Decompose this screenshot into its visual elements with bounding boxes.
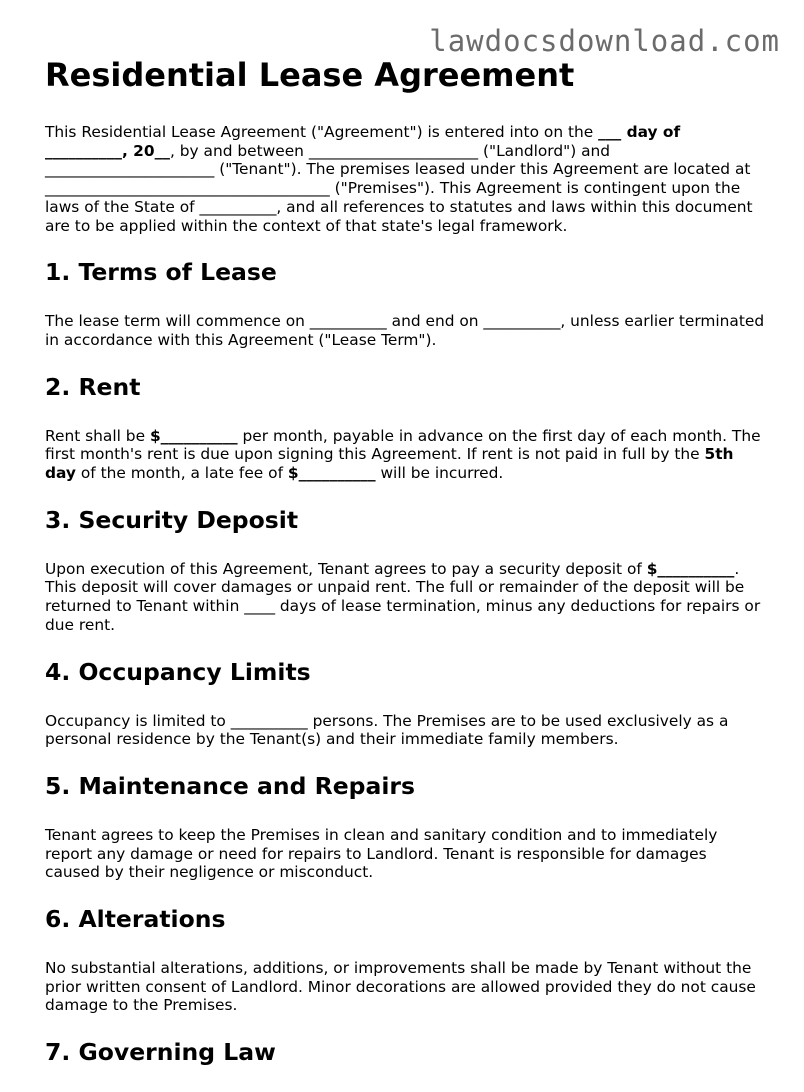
rent-text-3: of the month, a late fee of (75, 464, 288, 483)
section-text-deposit (45, 560, 765, 635)
watermark: lawdocsdownload.com (429, 24, 780, 58)
section-text-maintenance: Tenant agrees to keep the Premises in clean and sanitary condition and to immediately report any damage or need for repairs to Landlord. Tenant is responsible for damages caused by their negligence or misconduct. (45, 825, 718, 882)
section-heading-rent: 2. Rent (45, 372, 141, 401)
section-heading-deposit: 3. Security Deposit (45, 505, 299, 534)
deposit-amount-blank: $__________ (646, 559, 735, 578)
intro-text-2: , by and between ______________________ ("Landlord") and ______________________ ("Tenant"). The premises leased under this Agreement are located at _____________________________________ ("Premises"). This Agreement is contingent upon the laws of the State of __________, and all references to statutes and laws within this document are to be applied within the context of that state's legal framework. (45, 141, 753, 235)
section-text-rent (45, 427, 765, 483)
section-heading-governing-law: 7. Governing Law (45, 1038, 276, 1067)
section-heading-alterations: 6. Alterations (45, 905, 226, 934)
document-page (45, 55, 765, 1092)
deposit-text-1: Upon execution of this Agreement, Tenant agrees to pay a security deposit of (45, 559, 647, 578)
deposit-text-2: . This deposit will cover damages or unpaid rent. The full or remainder of the deposit will be returned to Tenant within ____ days of lease termination, minus any deductions for repairs or due rent. (45, 559, 761, 634)
intro-paragraph (45, 123, 765, 235)
section-heading-occupancy: 4. Occupancy Limits (45, 657, 311, 686)
document-title: Residential Lease Agreement (45, 56, 575, 94)
rent-due-day: 5th day (45, 445, 734, 483)
section-text-terms: The lease term will commence on __________ and end on __________, unless earlier terminated in accordance with this Agreement ("Lease Term"). (45, 312, 765, 349)
rent-amount-blank: $__________ (149, 426, 238, 445)
section-heading-maintenance: 5. Maintenance and Repairs (45, 771, 415, 800)
rent-text-4: will be incurred. (375, 464, 504, 483)
section-text-alterations: No substantial alterations, additions, or improvements shall be made by Tenant without the prior written consent of Landlord. Minor decorations are allowed provided they do not cause damage to the Premises. (45, 959, 756, 1015)
section-heading-terms: 1. Terms of Lease (45, 258, 277, 287)
late-fee-blank: $__________ (287, 464, 376, 483)
intro-date-blank: ___ day of __________, 20__ (45, 123, 681, 160)
intro-text-1: This Residential Lease Agreement ("Agreement") is entered into on the (45, 123, 599, 141)
rent-text-1: Rent shall be (45, 426, 150, 445)
rent-text-2: per month, payable in advance on the first day of each month. The first month's rent is due upon signing this Agreement. If rent is not paid in full by the (45, 426, 761, 464)
section-text-occupancy: Occupancy is limited to __________ persons. The Premises are to be used exclusively as a personal residence by the Tenant(s) and their immediate family members. (45, 711, 729, 749)
